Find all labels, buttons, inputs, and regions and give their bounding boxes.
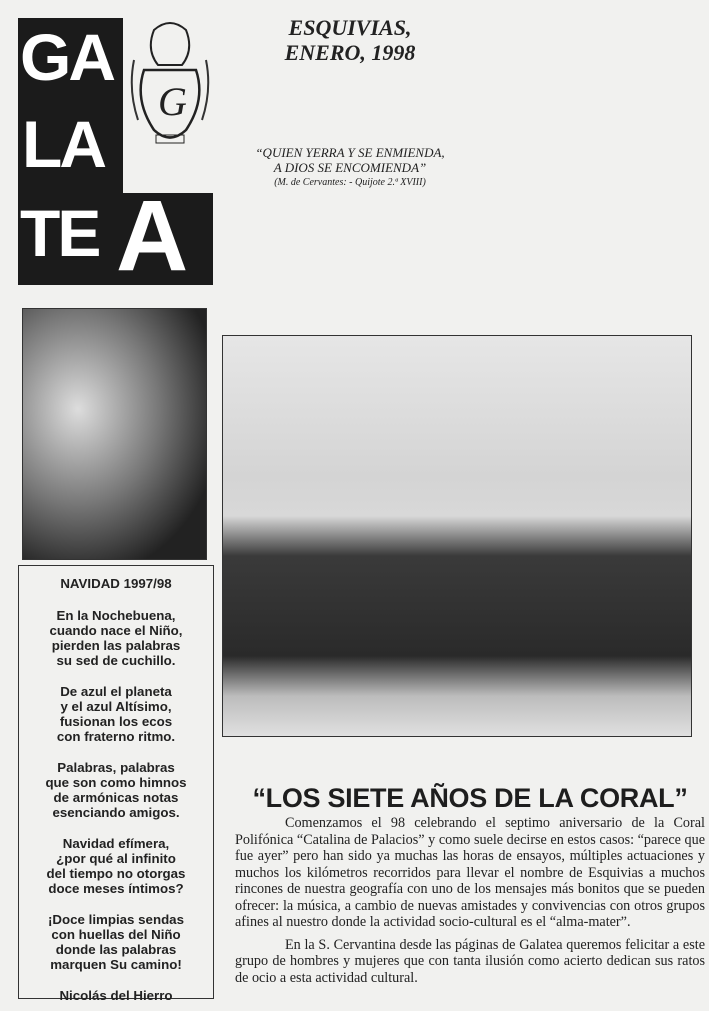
issue-place: ESQUIVIAS, (288, 15, 412, 40)
logo-letters-te: TE (20, 196, 99, 270)
motto-source: (M. de Cervantes: - Quijote 2.ª XVIII) (274, 177, 426, 188)
poem-stanza (19, 684, 213, 744)
logo-letter-a: A (116, 180, 189, 292)
article-body (235, 815, 705, 992)
issue-dateline (250, 15, 450, 65)
poem-stanza (19, 760, 213, 820)
poem-line: ¡Doce limpias sendas (48, 912, 184, 927)
issue-date: ENERO, 1998 (284, 40, 416, 65)
poem-line: que son como himnos (45, 775, 187, 790)
poem-line: con fraterno ritmo. (56, 729, 176, 744)
nativity-photo (22, 308, 207, 560)
poem-line: doce meses íntimos? (48, 881, 184, 896)
poem-line: esenciando amigos. (52, 805, 180, 820)
poem-box (18, 565, 214, 1003)
poem-line: En la Nochebuena, (56, 608, 176, 623)
crest-letter: G (158, 79, 187, 124)
poem-line: fusionan los ecos (59, 714, 173, 729)
poem-line: del tiempo no otorgas (46, 866, 186, 881)
poem-line: y el azul Altísimo, (60, 699, 172, 714)
choir-photo (222, 335, 692, 737)
logo-letters-ga: GA (20, 20, 113, 94)
motto-line-1: “QUIEN YERRA Y SE ENMIENDA, (255, 145, 445, 160)
poem-line: ¿por qué al infinito (56, 851, 176, 866)
poem-author: Nicolás del Hierro (59, 988, 173, 1003)
poem-line: marquen Su camino! (50, 957, 182, 972)
poem-line: donde las palabras (55, 942, 177, 957)
poem-stanza (19, 836, 213, 896)
poem-stanza (19, 608, 213, 668)
poem-line: pierden las palabras (51, 638, 181, 653)
article-paragraph: En la S. Cervantina desde las páginas de Galatea queremos felicitar a este grupo de hombres y mujeres que con tanta ilusión como acierto dedican sus ratos de ocio a esta actividad cultural. (235, 936, 705, 986)
poem-line: su sed de cuchillo. (56, 653, 176, 668)
article-headline: “LOS SIETE AÑOS DE LA CORAL” (252, 783, 688, 813)
poem-line: De azul el planeta (60, 684, 172, 699)
poem-title: NAVIDAD 1997/98 (60, 576, 172, 591)
poem-line: Palabras, palabras (57, 760, 175, 775)
poem-line: Navidad efímera, (62, 836, 170, 851)
poem-line: de armónicas notas (53, 790, 179, 805)
poem-stanza (19, 912, 213, 972)
motto-line-2: A DIOS SE ENCOMIENDA” (273, 160, 427, 175)
crest-icon (124, 20, 216, 150)
logo-letters-la: LA (22, 107, 104, 181)
poem-line: con huellas del Niño (51, 927, 181, 942)
article-paragraph: Comenzamos el 98 celebrando el septimo aniversario de la Coral Polifónica “Catalina de Palacios” y como suele decirse en estos casos: “parece que fue ayer” pero han sido ya muchas las horas de ensayos, múltiples actuaciones y muchos los kilómetros recorridos para llevar el nombre de Esquivias a muchos rincones de nuestra geografía con uno de los mensajes más bonitos que se pueden ofrecer: la música, a cambio de nuevas amistades y convivencias con otros grupos afines al nuestro donde la actividad socio-cultural es el “alma-mater”. (235, 815, 705, 930)
poem-line: cuando nace el Niño, (49, 623, 183, 638)
motto (240, 145, 460, 190)
